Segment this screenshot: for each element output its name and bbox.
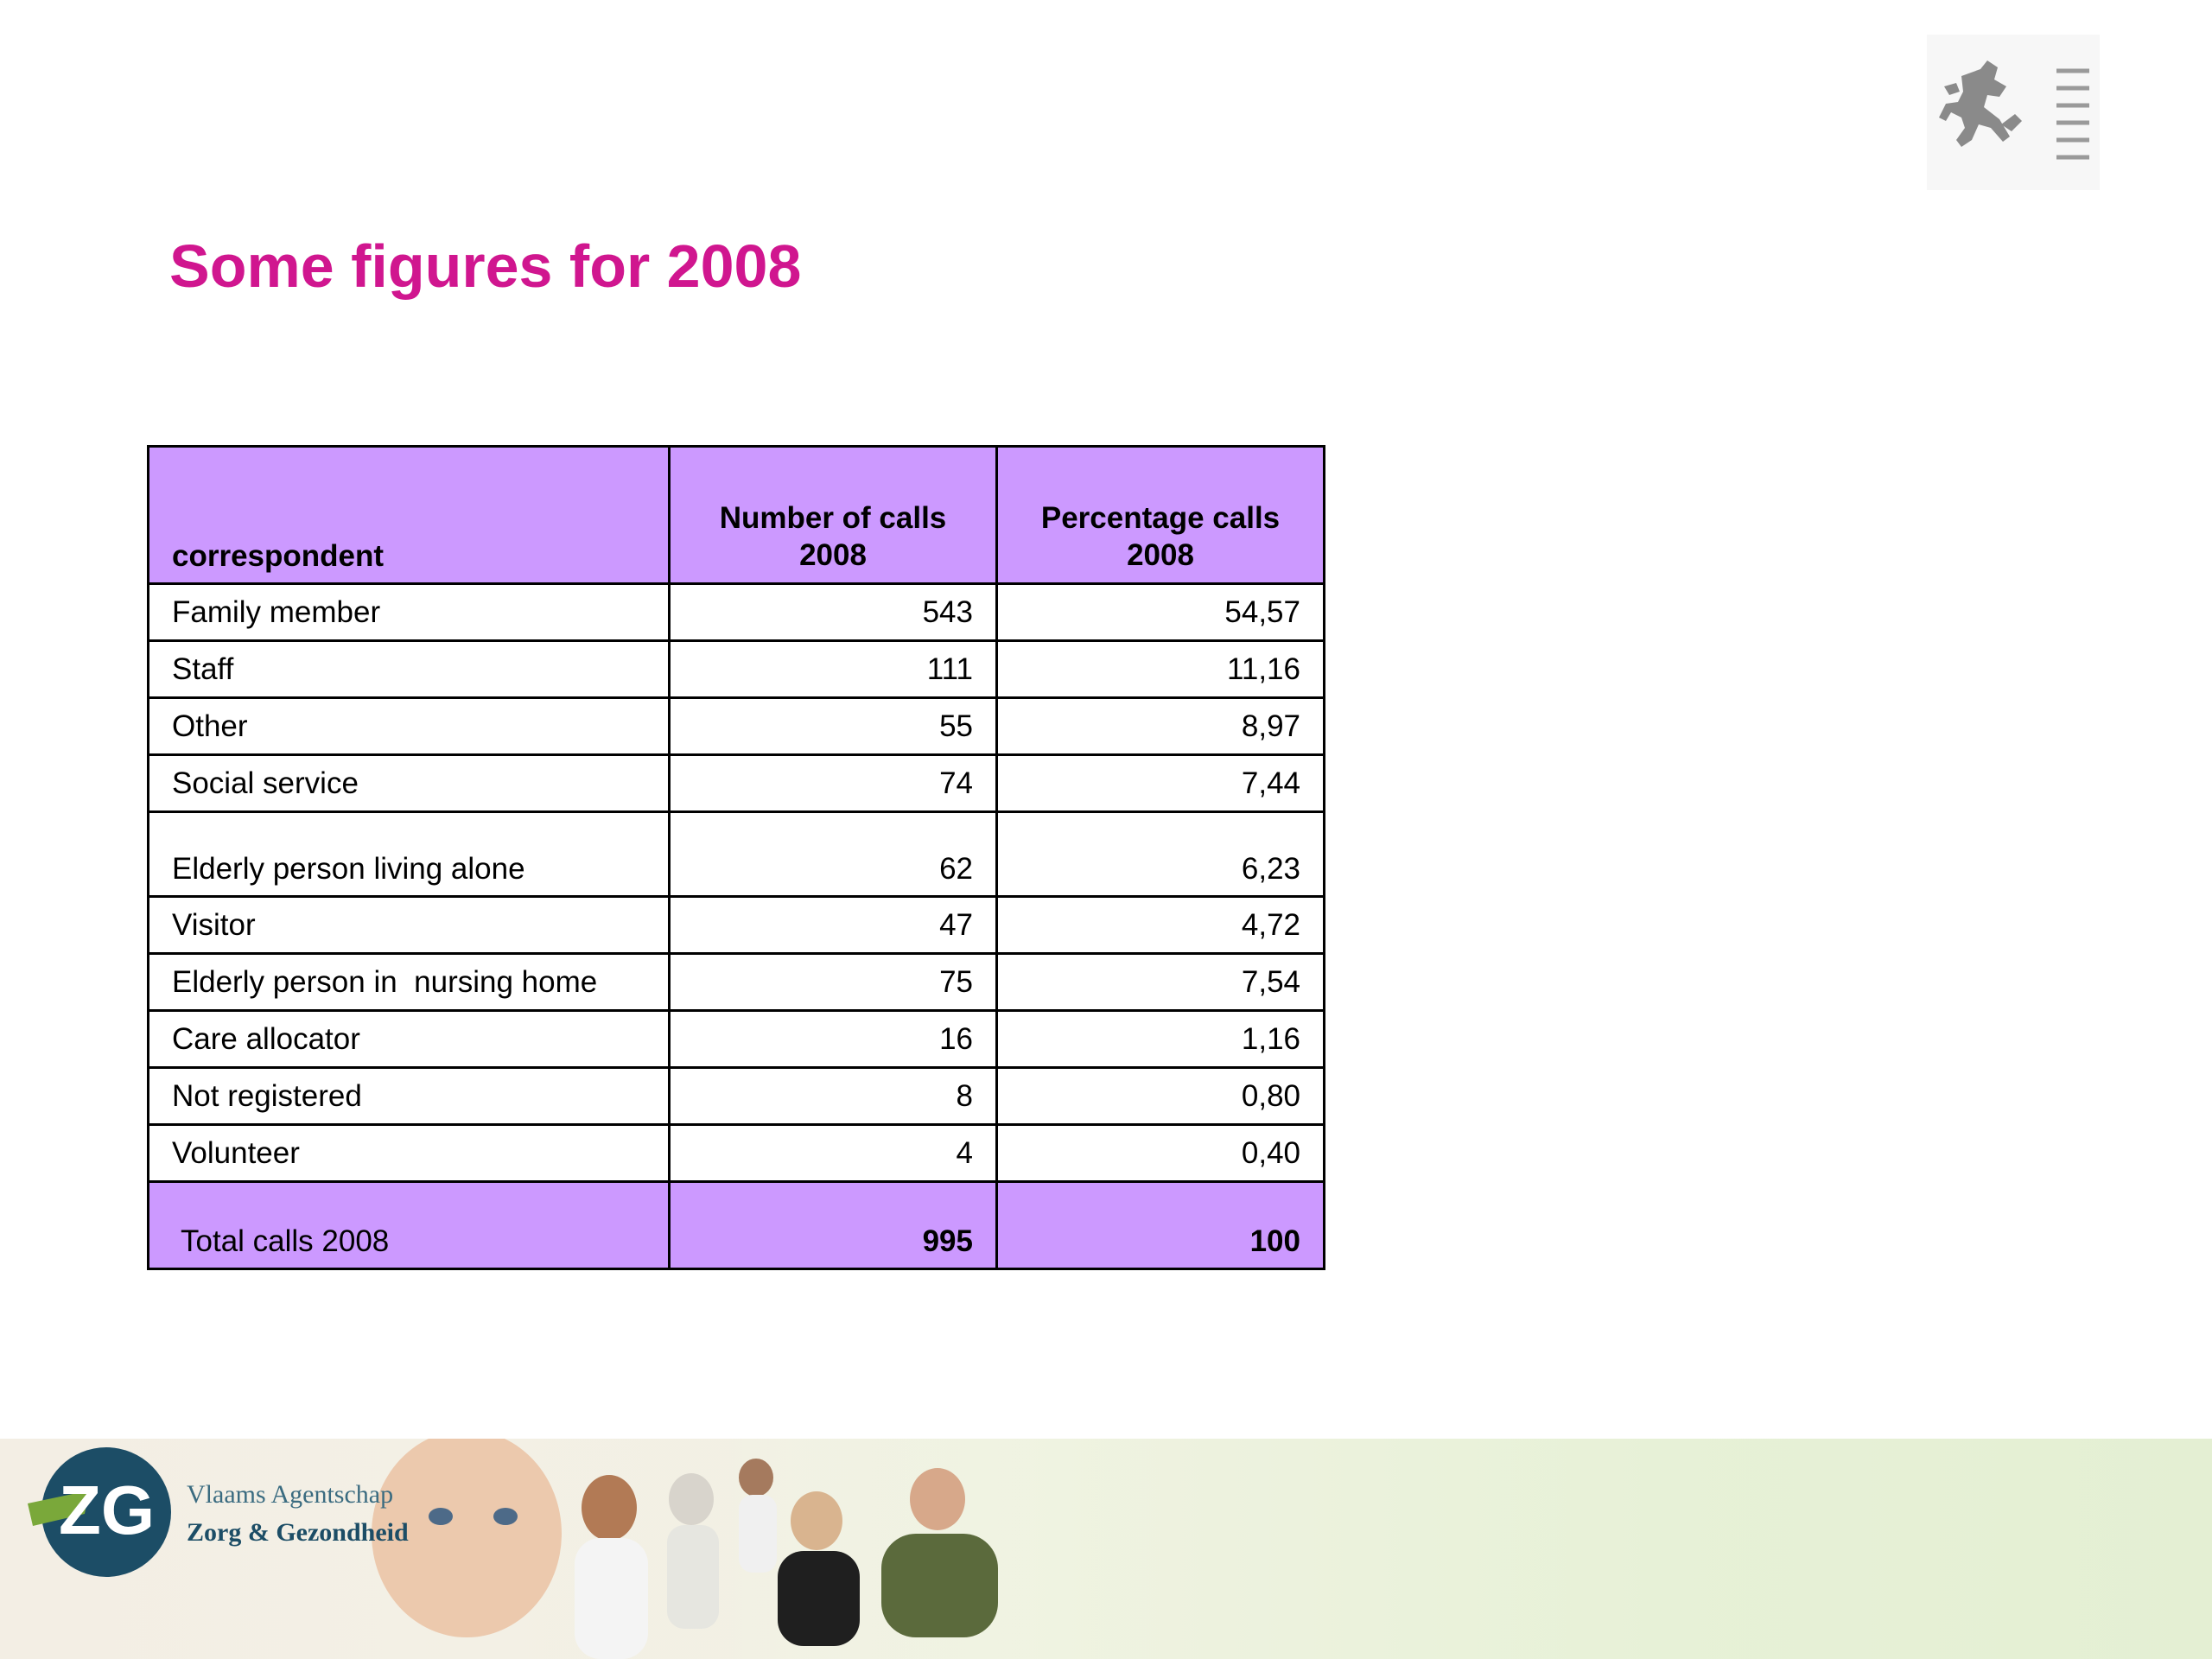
total-calls: 995 [670,1182,997,1269]
header-percentage-calls-line2: 2008 [1127,538,1194,572]
table-row [149,1068,1325,1125]
cell-calls: 16 [670,1011,997,1068]
header-number-of-calls [670,447,997,584]
cell-correspondent: Family member [149,584,670,641]
zg-logo-icon [24,1443,180,1581]
cell-percentage: 54,57 [997,584,1325,641]
cell-calls: 75 [670,954,997,1011]
zg-logo-mark: ZG [59,1471,156,1548]
flemish-lion-icon [1927,35,2100,190]
cell-calls: 8 [670,1068,997,1125]
cell-calls: 4 [670,1125,997,1182]
table-row [149,954,1325,1011]
header-percentage-calls-line1: Percentage calls [1040,501,1281,535]
header-percentage-calls [997,447,1325,584]
cell-calls: 543 [670,584,997,641]
table-header-row [149,447,1325,584]
header-correspondent: correspondent [149,447,670,584]
agency-name-line1: Vlaams Agentschap [187,1480,394,1509]
table-row [149,755,1325,812]
cell-percentage: 0,80 [997,1068,1325,1125]
cell-percentage: 6,23 [997,812,1325,897]
cell-correspondent: Elderly person in nursing home [149,954,670,1011]
slide-title: Some figures for 2008 [169,232,802,300]
cell-correspondent: Elderly person living alone [149,812,670,897]
cell-correspondent: Volunteer [149,1125,670,1182]
cell-percentage: 4,72 [997,897,1325,954]
agency-name [187,1476,409,1552]
cell-calls: 55 [670,698,997,755]
table-row [149,584,1325,641]
table-row [149,897,1325,954]
table-row [149,641,1325,698]
header-number-of-calls-line2: 2008 [799,538,867,572]
cell-calls: 74 [670,755,997,812]
cell-correspondent: Not registered [149,1068,670,1125]
table-row [149,698,1325,755]
cell-percentage: 8,97 [997,698,1325,755]
cell-calls: 111 [670,641,997,698]
cell-correspondent: Care allocator [149,1011,670,1068]
cell-correspondent: Other [149,698,670,755]
total-label: Total calls 2008 [149,1182,670,1269]
cell-percentage: 0,40 [997,1125,1325,1182]
header-number-of-calls-line1: Number of calls [719,501,947,535]
table-row [149,1011,1325,1068]
table-row [149,812,1325,897]
total-percentage: 100 [997,1182,1325,1269]
table-total-row [149,1182,1325,1269]
cell-percentage: 7,54 [997,954,1325,1011]
cell-percentage: 11,16 [997,641,1325,698]
cell-calls: 62 [670,812,997,897]
cell-percentage: 1,16 [997,1011,1325,1068]
cell-calls: 47 [670,897,997,954]
cell-correspondent: Staff [149,641,670,698]
cell-correspondent: Visitor [149,897,670,954]
cell-percentage: 7,44 [997,755,1325,812]
cell-correspondent: Social service [149,755,670,812]
agency-name-line2: Zorg & Gezondheid [187,1518,409,1547]
figures-table [147,445,1325,1270]
table-row [149,1125,1325,1182]
